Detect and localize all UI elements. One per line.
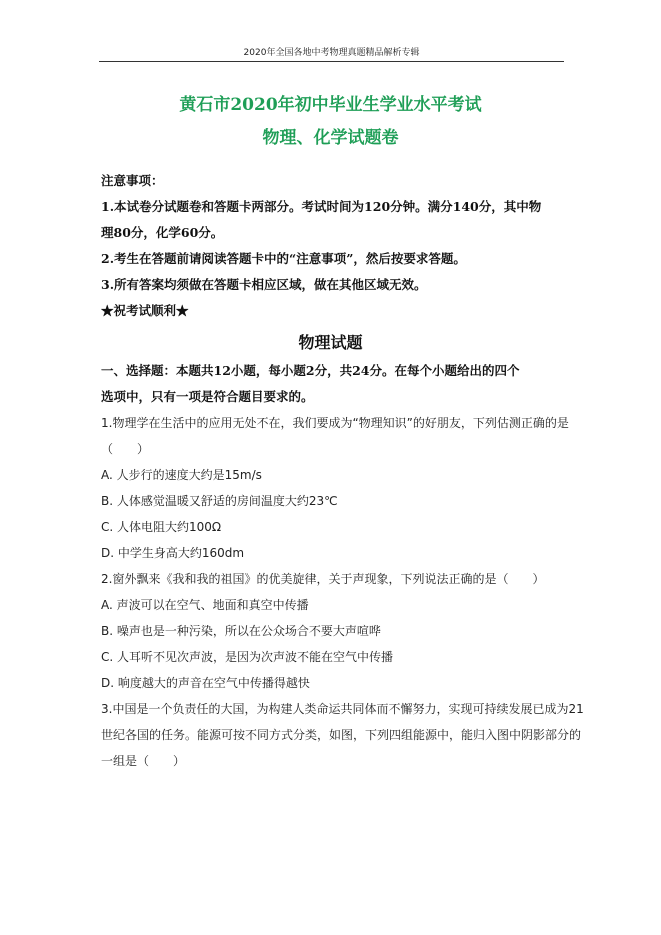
question-1-option-d: D. 中学生身高大约160dm [101,546,245,560]
question-1-option-b: B. 人体感觉温暖又舒适的房间温度大约23℃ [101,494,338,508]
section-1-instructions-line-1: 一、选择题：本题共12小题，每小题2分，共24分。在每个小题给出的四个 [101,363,520,378]
exam-title: 黄石市2020年初中毕业生学业水平考试 [179,95,482,115]
section-1-instructions-line-2: 选项中，只有一项是符合题目要求的。 [101,389,314,404]
physics-title: 物理试题 [298,333,363,352]
question-1-stem-line-1: 1.物理学在生活中的应用无处不在，我们要成为“物理知识”的好朋友，下列估测正确的是 [101,416,569,430]
question-1-stem-line-2: （ ） [101,442,150,456]
question-2-stem: 2.窗外飘来《我和我的祖国》的优美旋律，关于声现象，下列说法正确的是（ ） [101,572,545,586]
question-2-option-d: D. 响度越大的声音在空气中传播得越快 [101,676,310,690]
question-3-stem-line-1: 3.中国是一个负责任的大国，为构建人类命运共同体而不懈努力，实现可持续发展已成为21 [101,702,584,716]
question-1-option-a: A. 人步行的速度大约是15m/s [101,468,262,482]
exam-subtitle: 物理、化学试题卷 [262,128,399,148]
question-2-option-b: B. 噪声也是一种污染，所以在公众场合不要大声喧哗 [101,624,381,638]
notice-heading: 注意事项： [101,173,164,188]
notice-item-3: 3.所有答案均须做在答题卡相应区域，做在其他区域无效。 [101,277,427,292]
question-2-option-a: A. 声波可以在空气、地面和真空中传播 [101,598,309,612]
question-3-stem-line-3: 一组是（ ） [101,754,186,768]
notice-item-1-line-2: 理80分，化学60分。 [101,225,224,240]
notice-item-2: 2.考生在答题前请阅读答题卡中的“注意事项”，然后按要求答题。 [101,251,466,266]
question-3-stem-line-2: 世纪各国的任务。能源可按不同方式分类，如图，下列四组能源中，能归入图中阴影部分的 [101,728,582,742]
question-2-option-c: C. 人耳听不见次声波，是因为次声波不能在空气中传播 [101,650,394,664]
good-luck-note: ★祝考试顺利★ [101,303,189,318]
header-rule [99,61,564,62]
page-header: 2020年全国各地中考物理真题精品解析专辑 [243,48,420,58]
notice-item-1-line-1: 1.本试卷分试题卷和答题卡两部分。考试时间为120分钟。满分140分，其中物 [101,199,542,214]
question-1-option-c: C. 人体电阻大约100Ω [101,520,222,534]
